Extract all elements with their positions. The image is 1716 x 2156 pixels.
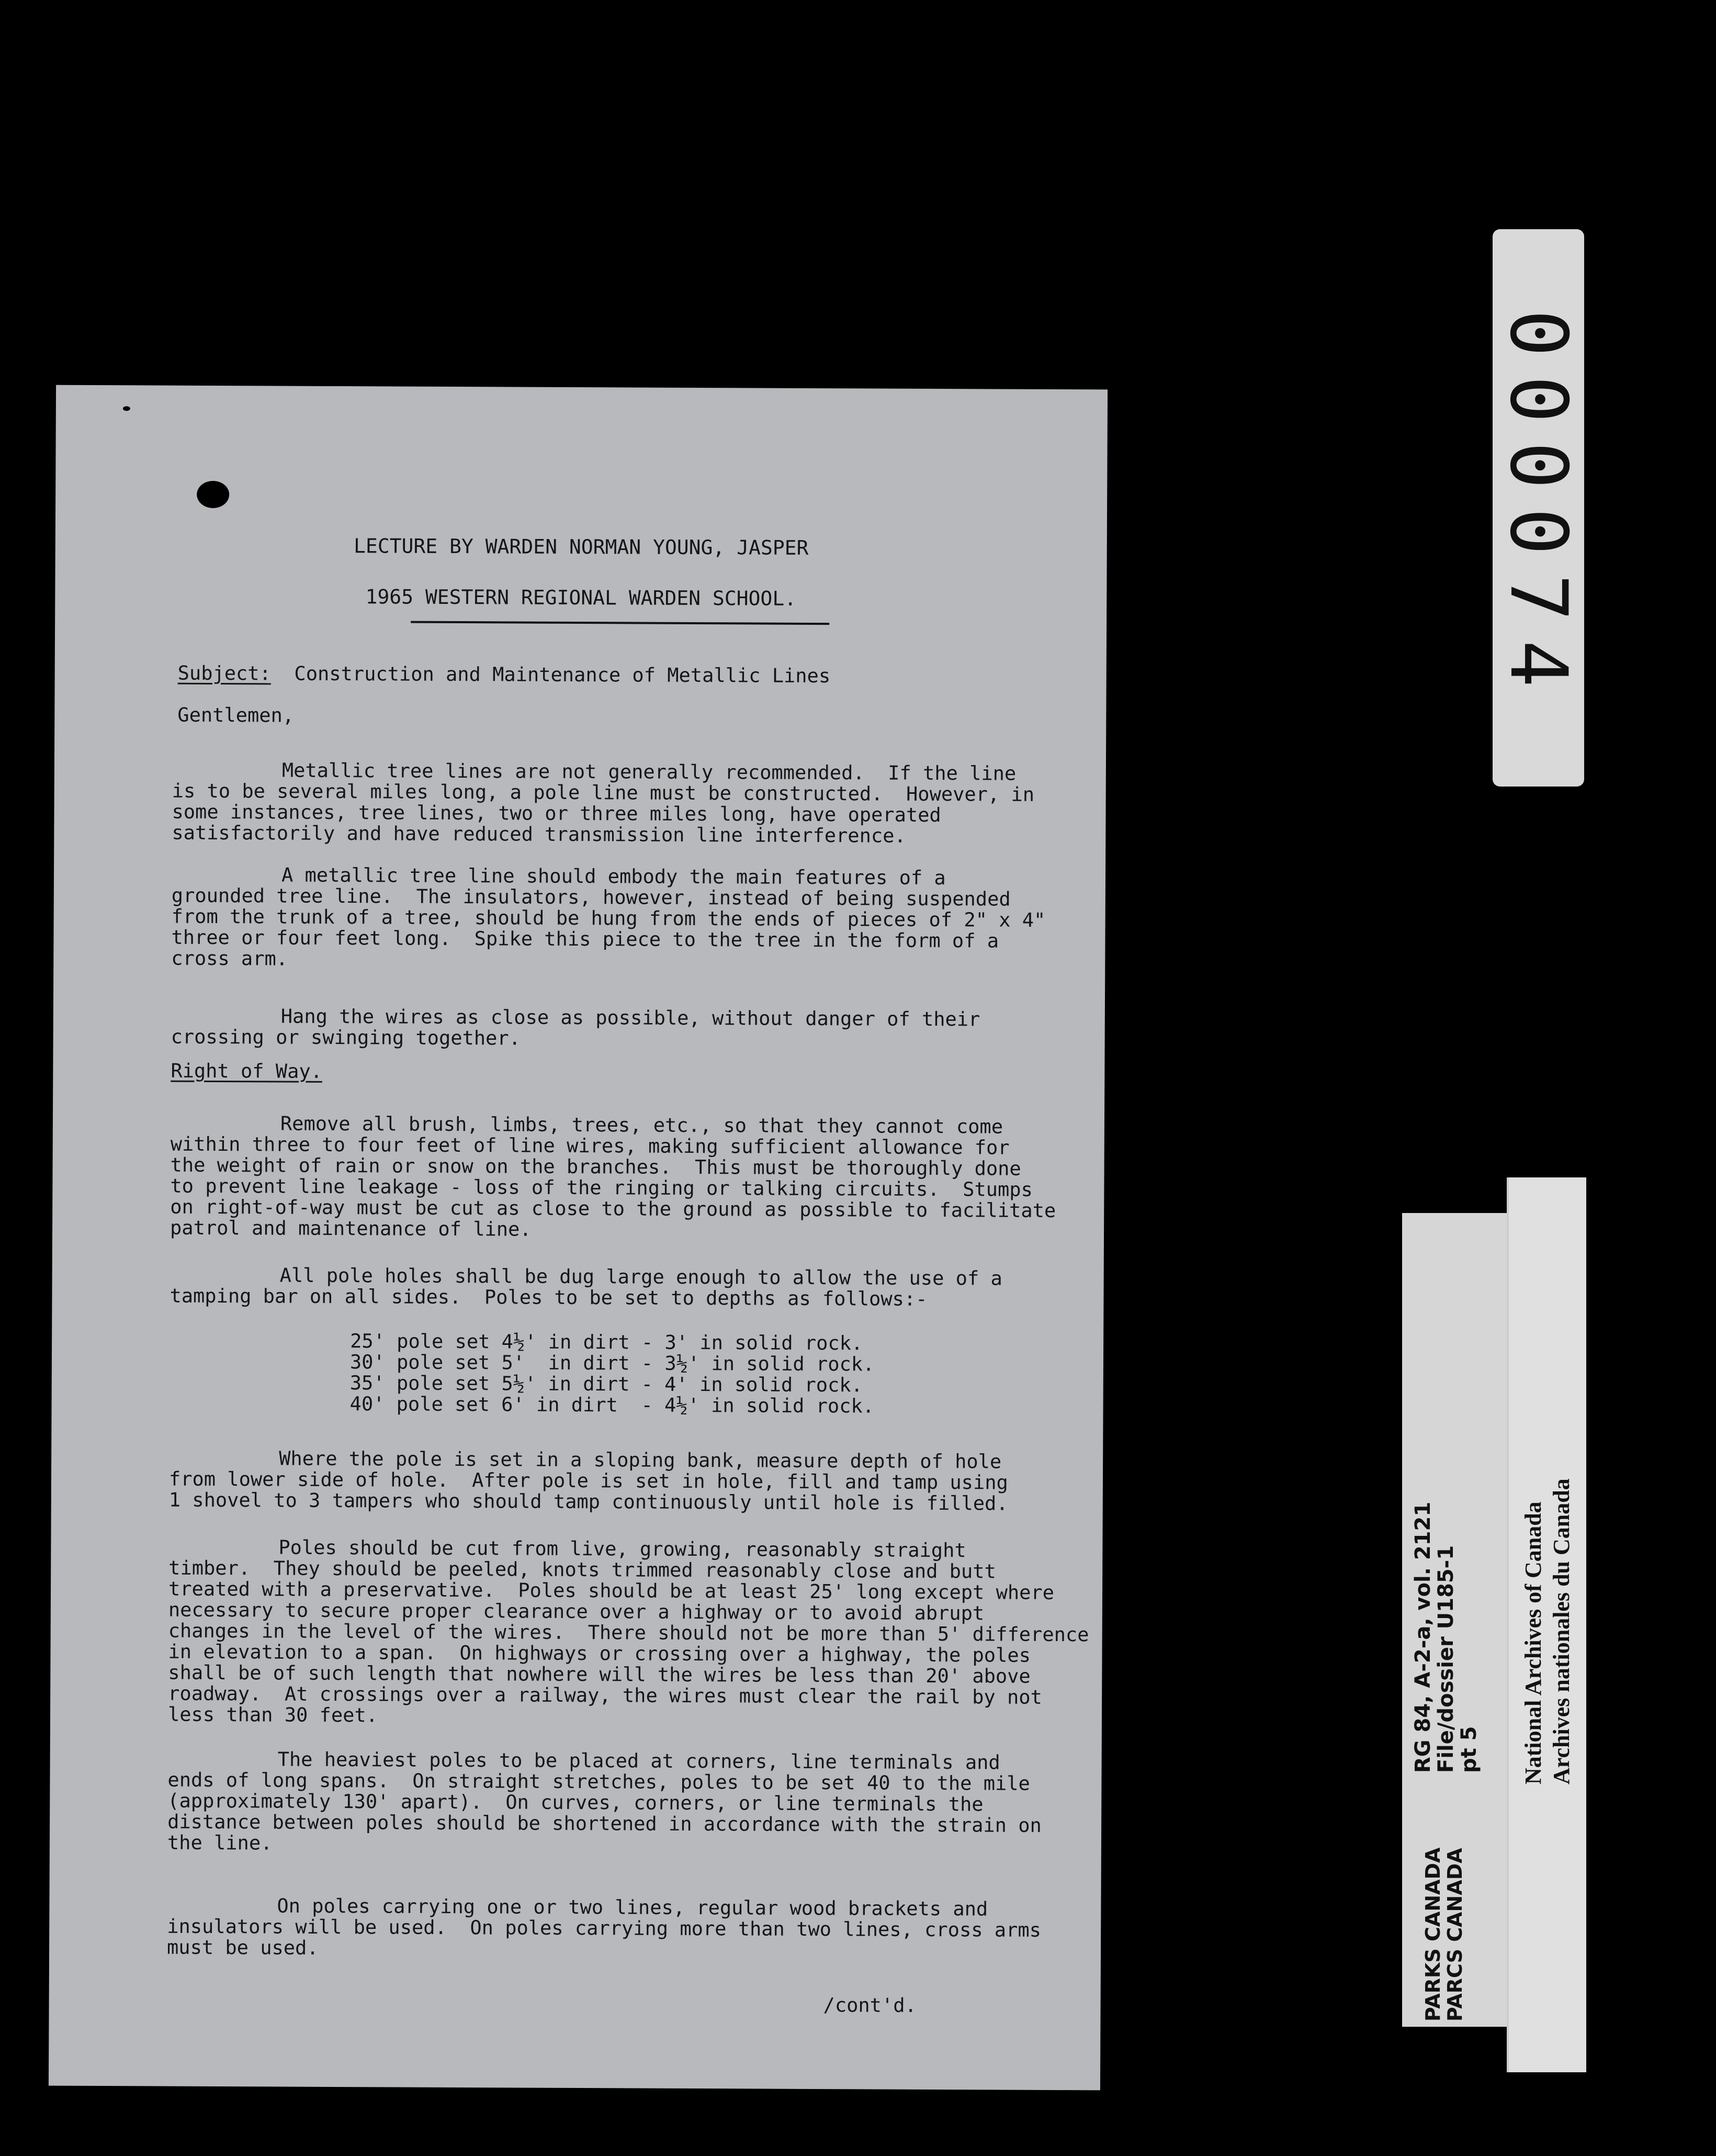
document-text	[49, 385, 1108, 2091]
right-of-way-paragraph-1-line-1: within three to four feet of line wires, making sufficient allowance for	[170, 1132, 1010, 1159]
title-underline	[411, 621, 829, 625]
right-of-way-paragraph-2-line-0: All pole holes shall be dug large enough to allow the use of a	[279, 1264, 1002, 1290]
pole-paragraph-1-line-1: from lower side of hole. After pole is set in hole, fill and tamp using	[168, 1467, 1008, 1494]
pole-depth-row-1: 25' pole set 4½' in dirt - 3' in solid rock.	[350, 1330, 863, 1355]
pole-paragraph-2-line-2: treated with a preservative. Poles should be at least 25' long except where	[168, 1577, 1055, 1604]
reference-line-3: pt 5	[1457, 1726, 1481, 1773]
agency-block	[1422, 1847, 1466, 2022]
subject-text: Construction and Maintenance of Metallic Lines	[294, 662, 831, 688]
pole-paragraph-4-line-1: insulators will be used. On poles carrying more than two lines, cross arms	[167, 1915, 1042, 1941]
intro-paragraph-2-line-4: cross arm.	[171, 947, 288, 970]
pole-paragraph-2-line-7: roadway. At crossings over a railway, the wires must clear the rail by not	[168, 1682, 1042, 1709]
right-of-way-paragraph-1-line-3: to prevent line leakage - loss of the ringing or talking circuits. Stumps	[170, 1174, 1033, 1201]
intro-paragraph-1-line-3: satisfactorily and have reduced transmission line interference.	[172, 821, 906, 847]
archive-reference-card	[1402, 1213, 1507, 2027]
reference-block	[1412, 1502, 1481, 1773]
frame-number-tab	[1493, 229, 1584, 787]
frame-number: 000074	[1493, 309, 1584, 706]
continued-note: /cont'd.	[823, 1994, 917, 2017]
intro-paragraph-3-line-1: crossing or swinging together.	[171, 1025, 521, 1050]
salutation: Gentlemen,	[177, 703, 295, 727]
pole-paragraph-1-line-0: Where the pole is set in a sloping bank, measure depth of hole	[279, 1447, 1002, 1473]
lecture-title: LECTURE BY WARDEN NORMAN YOUNG, JASPER	[353, 534, 809, 559]
intro-paragraph-1-line-1: is to be several miles long, a pole line must be constructed. However, in	[172, 779, 1035, 806]
school-title: 1965 WESTERN REGIONAL WARDEN SCHOOL.	[365, 585, 797, 610]
reference-line-1: RG 84, A-2-a, vol. 2121	[1411, 1501, 1435, 1773]
right-of-way-paragraph-1-line-2: the weight of rain or snow on the branches. This must be thoroughly done	[170, 1153, 1021, 1180]
right-of-way-paragraph-1-line-0: Remove all brush, limbs, trees, etc., so that they cannot come	[280, 1112, 1003, 1138]
pole-paragraph-4-line-2: must be used.	[166, 1936, 319, 1959]
intro-paragraph-2-line-1: grounded tree line. The insulators, however, instead of being suspended	[171, 884, 1011, 911]
pole-depth-row-3: 35' pole set 5½' in dirt - 4' in solid rock.	[349, 1372, 863, 1397]
subject-label: Subject:	[177, 661, 272, 685]
pole-paragraph-3-line-0: The heaviest poles to be placed at corners, line terminals and	[277, 1748, 1000, 1774]
pole-paragraph-2-line-8: less than 30 feet.	[167, 1703, 378, 1727]
intro-paragraph-1-line-2: some instances, tree lines, two or three miles long, have operated	[172, 800, 941, 827]
pole-paragraph-2-line-1: timber. They should be peeled, knots trimmed reasonably close and butt	[168, 1556, 996, 1583]
pole-paragraph-2-line-3: necessary to secure proper clearance over a highway or to avoid abrupt	[168, 1598, 985, 1625]
subject-line	[178, 663, 831, 687]
pole-paragraph-2-line-5: in elevation to a span. On highways or crossing over a highway, the poles	[168, 1640, 1031, 1667]
pole-depth-row-4: 40' pole set 6' in dirt - 4½' in solid rock.	[349, 1393, 875, 1418]
pole-paragraph-2-line-0: Poles should be cut from live, growing, reasonably straight	[278, 1536, 966, 1562]
intro-paragraph-2-line-3: three or four feet long. Spike this piece to the tree in the form of a	[171, 926, 999, 952]
pole-paragraph-3-line-3: distance between poles should be shortened in accordance with the strain on	[167, 1810, 1042, 1837]
pole-paragraph-2-line-4: changes in the level of the wires. There should not be more than 5' difference	[168, 1619, 1089, 1646]
intro-paragraph-3-line-0: Hang the wires as close as possible, without danger of their	[280, 1005, 980, 1031]
pole-depth-row-2: 30' pole set 5' in dirt - 3½' in solid rock.	[349, 1351, 875, 1376]
agency-en: PARKS CANADA	[1421, 1847, 1444, 2022]
intro-paragraph-2-line-0: A metallic tree line should embody the main features of a	[281, 863, 946, 890]
intro-paragraph-1-line-0: Metallic tree lines are not generally recommended. If the line	[281, 759, 1017, 785]
reference-line-2: File/dossier U185-1	[1434, 1545, 1458, 1773]
right-of-way-paragraph-1-line-5: patrol and maintenance of line.	[170, 1216, 532, 1241]
pole-paragraph-3-line-2: (approximately 130' apart). On curves, corners, or line terminals the	[167, 1789, 984, 1816]
pole-paragraph-4-line-0: On poles carrying one or two lines, regular wood brackets and	[277, 1894, 988, 1921]
pole-paragraph-3-line-4: the line.	[167, 1831, 273, 1855]
right-of-way-paragraph-1-line-4: on right-of-way must be cut as close to the ground as possible to facilitate	[170, 1195, 1056, 1222]
document-page	[49, 385, 1108, 2091]
agency-fr: PARCS CANADA	[1443, 1848, 1466, 2022]
archives-fr: Archives nationales du Canada	[1549, 1478, 1574, 1784]
pole-paragraph-1-line-2: 1 shovel to 3 tampers who should tamp continuously until hole is filled.	[168, 1488, 1008, 1515]
archives-en: National Archives of Canada	[1520, 1501, 1546, 1784]
archives-label-strip	[1507, 1177, 1586, 2072]
intro-paragraph-2-line-2: from the trunk of a tree, should be hung from the ends of pieces of 2" x 4"	[171, 905, 1046, 931]
archives-names	[1519, 1478, 1576, 1784]
pole-paragraph-2-line-6: shall be of such length that nowhere will the wires be less than 20' above	[168, 1661, 1031, 1688]
right-of-way-heading: Right of Way.	[171, 1059, 323, 1083]
right-of-way-paragraph-2-line-1: tamping bar on all sides. Poles to be set to depths as follows:-	[170, 1284, 928, 1310]
pole-paragraph-3-line-1: ends of long spans. On straight stretches, poles to be set 40 to the mile	[167, 1768, 1030, 1795]
